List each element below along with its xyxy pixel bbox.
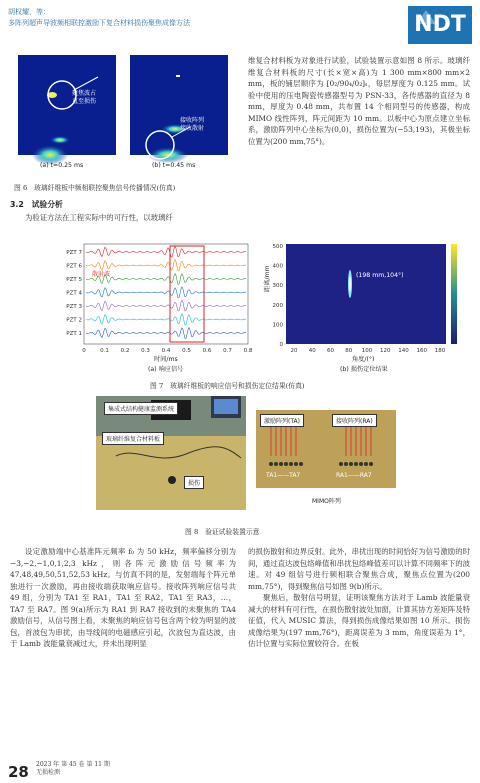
fig8-label-mimo: MIMO阵列 [312,498,341,505]
header-title: 多阵列超声导波频相联控激励下复合材料损伤聚焦成像方法 [8,19,190,27]
figure-8-caption: 图 8 验证试验装置示意 [185,528,260,536]
fig7-xlabel: 时间/ms [154,356,178,363]
x-tick-label: 0.1 [100,348,109,354]
figure-8 [96,396,396,510]
x-tick-label: 0.5 [182,348,191,354]
map-y-tick-label: 100 [272,322,283,329]
map-y-tick-label: 0 [279,342,283,348]
pzt-label: PZT 4 [66,290,82,297]
fig6-annot-a-1: 聚焦波占 [72,90,97,97]
map-y-tick-label: 300 [272,283,283,290]
bottom-right-paragraph-1: 的损伤散射和边界反射。此外，串扰出现的时间恰好为信号激励的时间，通过直达波包络峰值和串扰包络峰值差可以计算不同频率下的波速。对 49 组信号进行频相联合聚焦合成，聚焦点位置为(200 mm,75°)，得到聚焦信号如图 9(b)所示。 [248,547,470,591]
journal-logo [408,6,472,44]
map-x-tick-label: 180 [434,348,446,354]
fig8-label-ra-range: RA1——RA7 [336,472,372,479]
map-x-tick-label: 20 [290,348,298,354]
logo-text: NDT [414,12,466,37]
x-tick-label: 0.6 [202,348,212,354]
fig6-panel-a-label: (a) t=0.25 ms [40,162,84,169]
map-x-tick-label: 160 [416,348,427,354]
map-x-tick-label: 100 [361,348,373,354]
map-y-tick-label: 500 [272,244,283,250]
x-tick-label: 0 [82,348,86,354]
fig7-map-ylabel: 距离/mm [264,265,271,292]
right-column-top [248,55,470,147]
x-tick-label: 0.7 [223,348,232,354]
fig7-map-annotation: (198 mm,104°) [356,272,404,279]
pzt-label: PZT 3 [66,304,82,310]
fig8-label-ta-range: TA1——TA7 [266,472,301,479]
journal-issue: 2023 年 第 45 卷 第 11 期 [36,761,110,768]
figure-6-caption: 图 6 玻璃纤维板中频相联控聚焦信号传播情况(仿真) [14,184,176,192]
journal-info [36,761,110,777]
map-y-tick-label: 400 [272,263,283,270]
fig8-label-system: 集成式结构健康监测系统 [104,402,178,415]
figure-7 [62,240,480,373]
map-x-tick-label: 40 [308,348,316,354]
fig6-annot-b-2: 接收散射 [180,125,205,132]
section-intro: 为验证方法在工程实际中的可行性，以玻璃纤 [25,213,173,222]
fig6-annot-b-1: 接收阵列 [180,117,205,124]
fig7-panel-b-label: (b) 损伤定位结果 [340,366,388,373]
map-x-tick-label: 120 [380,348,391,354]
right-top-paragraph: 维复合材料板为对象进行试验，试验装置示意如图 8 所示。玻璃纤维复合材料板的尺寸(长×宽×高)为 1 300 mm×800 mm×2 mm，板的铺层顺序为 [0₂/90₄/0₂]ₛ，每层厚度为 0.125 mm。试验中使用的压电陶瓷传感器型号为 PSN-33，各传感器的直径为 8 mm，厚度为 0.48 mm，共布置 14 个相同型号的传感器，构成 MIMO 线性阵列，阵元间距为 10 mm。以板中心为原点建立坐标系，激励阵列中心坐标为(0,0)，损伤位置为(−53,193)，其极坐标位置为(200 mm,75°)。 [248,56,470,146]
bottom-right-column [248,546,470,650]
bottom-right-paragraph-2: 聚焦后，散射信号明显，证明该聚焦方法对于 Lamb 波能量衰减大的材料有可行性，在损伤散射波处加窗，计算其协方差矩阵及特征值，代入 MUSIC 算法，得到损伤成像结果如图 10 所示。损伤成像结果为(197 mm,76°)，距离误差为 3 mm，角度误差为 1°，估计位置与实际位置较符合。在板 [248,593,470,648]
pzt-label: PZT 5 [66,277,82,283]
x-tick-label: 0.2 [120,348,130,354]
section-heading: 3.2 试验分析 [10,200,63,209]
page-footer [8,762,29,781]
pzt-label: PZT 2 [66,317,82,324]
x-tick-label: 0.8 [243,348,253,354]
pzt-label: PZT 7 [66,250,82,256]
bottom-left-column [10,546,236,650]
map-x-tick-label: 140 [398,348,409,354]
fig7-map-xlabel: 角度/(°) [352,356,375,363]
pzt-label: PZT 1 [66,331,82,337]
fig8-label-damage: 损伤 [184,476,204,489]
figure-7-caption: 图 7 玻璃纤维板的响应信号和损伤定位结果(仿真) [150,382,305,390]
map-x-tick-label: 60 [327,348,334,354]
bottom-left-paragraph: 设定激励端中心基准阵元频率 f₀ 为 50 kHz，频率偏移分别为−3,−2,−1,0,1,2,3 kHz，则各阵元激励信号频率为 47,48,49,50,51,52,53 kHz。与仿真不同的是，发射端每个阵元单独进行一次激励，再由接收端获取响应信号。接收阵列响应信号共 49 组，分别为 TA1 至 RA1，TA1 至 RA2，TA1 至 RA3，…，TA7 至 RA7。图 9(a)所示为 RA1 到 RA7 接收到的未聚焦的 TA4 激励信号，从信号图上看，未聚焦的响应信号包含两个较为明显的波包，首波包为串扰，由导线间的电磁感应引起，次波包为直达波，由于 Lamb 波能量衰减过大，并未出现明显 [10,547,236,648]
figure-6-graphic [10,55,230,175]
journal-name: 无损检测 [36,769,61,776]
scatter-box-label: 散射波 [92,271,111,278]
fig6-panel-b-label: (b) t=0.45 ms [152,162,196,169]
fig6-annot-a-2: 直至损伤 [72,98,97,105]
running-header [8,7,190,29]
map-x-tick-label: 80 [345,348,353,354]
x-tick-label: 0.3 [141,348,150,354]
figure-7-graphic [62,240,480,370]
fig8-label-ra: 接收阵列(RA) [332,414,377,427]
fig7-panel-a-label: (a) 响应信号 [148,366,184,373]
fig8-label-ta: 激励阵列(TA) [260,414,304,427]
page-number: 28 [8,763,29,781]
map-y-tick-label: 200 [272,302,283,309]
fig8-label-plate: 玻璃纤维复合材料板 [102,432,164,445]
header-authors: 胡权耀，等： [8,8,50,16]
pzt-label: PZT 6 [66,263,82,270]
x-tick-label: 0.4 [161,348,171,354]
figure-6 [10,55,230,175]
